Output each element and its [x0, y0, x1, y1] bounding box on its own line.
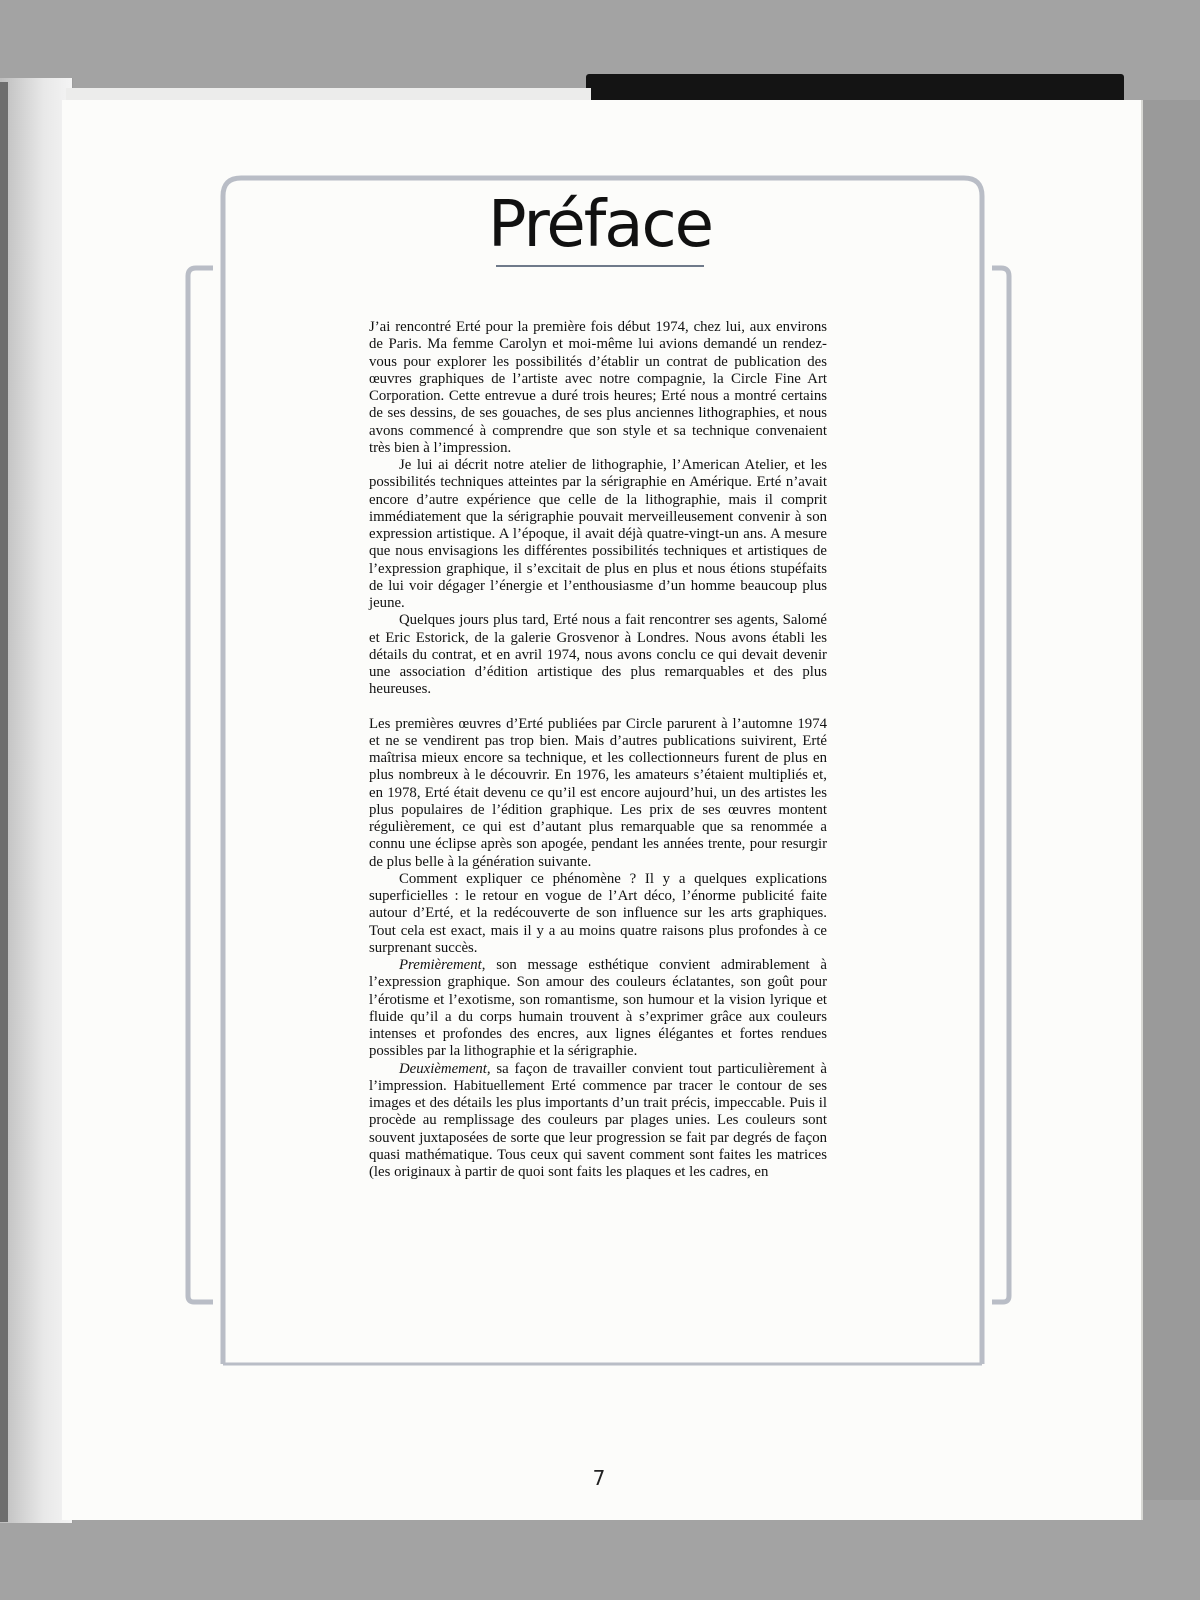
paragraph: Comment expliquer ce phénomène ? Il y a quelques explications superficielles : le retour en vogue de l’Art déco, l’énorme publicité faite autour d’Erté, et la redécouverte de son influence sur les arts graphiques. Tout cela est exact, mais il y a au moins quatre raisons plus profondes à ce surprenant succès.	[369, 870, 827, 956]
paragraph: Quelques jours plus tard, Erté nous a fait rencontrer ses agents, Salomé et Eric Estorick, de la galerie Grosvenor à Londres. Nous avons établi les détails du contrat, et en avril 1974, nous avons conclu ce qui devait devenir une association d’édition artistique des plus remarquables et des plus heureuses.	[369, 612, 827, 698]
page-title: Préface	[487, 188, 713, 262]
page-number: 7	[592, 1466, 606, 1490]
paragraph: Premièrement, son message esthétique convient admirablement à l’expression graphique. Son amour des couleurs éclatantes, son goût pour l’érotisme et l’exotisme, son romantisme, son humour et la vision lyrique et fluide qu’il a du corps humain trouvent à s’exprimer grâce aux couleurs intenses et profondes des encres, aux lignes élégantes et fortes rendues possibles par la lithographie et la sérigraphie.	[369, 957, 827, 1060]
paragraph: Les premières œuvres d’Erté publiées par Circle parurent à l’automne 1974 et ne se vendirent pas trop bien. Mais d’autres publications suivirent, Erté maîtrisa mieux encore sa technique, et les collectionneurs furent de plus en plus nombreux à le découvrir. En 1976, les amateurs s’étaient multipliés et, en 1978, Erté était devenu ce qu’il est encore aujourd’hui, un des artistes les plus populaires de l’édition graphique. Les prix de ses œuvres montent régulièrement, ce qui est d’autant plus remarquable que sa renommée a connu une éclipse après son apogée, pendant les années trente, pour resurgir de plus belle à la génération suivante.	[369, 715, 827, 870]
paragraph: Deuxièmement, sa façon de travailler convient tout particulièrement à l’impression. Habituellement Erté commence par tracer le contour de ses images et des détails les plus importants d’un trait précis, impeccable. Puis il procède au remplissage des couleurs par plages unies. Les couleurs sont souvent juxtaposées de sorte que leur progression se fait par degrés de façon quasi mathématique. Tous ceux qui savent comment sont faites les matrices (les originaux à partir de quoi sont faits les plaques et les cadres, en	[369, 1060, 827, 1180]
paragraph: J’ai rencontré Erté pour la première fois début 1974, chez lui, aux environs de Paris. Ma femme Carolyn et moi-même lui avions demandé un rendez-vous pour explorer les possibilités d’établir un contrat de publication des œuvres graphiques de l’artiste avec notre compagnie, la Circle Fine Art Corporation. Cette entrevue a duré trois heures; Erté nous a montré certains de ses dessins, de ses gouaches, de ses plus anciennes lithographies, et nous avons commencé à comprendre que son style et sa technique convenaient très bien à l’impression.	[369, 319, 827, 456]
emphasis-lead: Deuxièmement	[399, 1060, 487, 1077]
paragraph: Je lui ai décrit notre atelier de lithographie, l’American Atelier, et les possibilités techniques atteintes par la sérigraphie en Amérique. Erté n’avait encore d’autre expérience que celle de la lithographie, mais il comprit immédiatement que la sérigraphie pouvait merveilleusement convenir à son expression artistique. A l’époque, il avait déjà quatre-vingt-un ans. A mesure que nous envisagions les différentes possibilités techniques et artistiques de l’expression graphique, il s’excitait de plus en plus et nous étions stupéfaits de lui voir dégager l’énergie et l’enthousiasme d’un homme beaucoup plus jeune.	[369, 457, 827, 611]
preface-text	[369, 319, 827, 1181]
emphasis-lead: Premièrement	[399, 957, 482, 973]
title-underline	[496, 265, 704, 267]
